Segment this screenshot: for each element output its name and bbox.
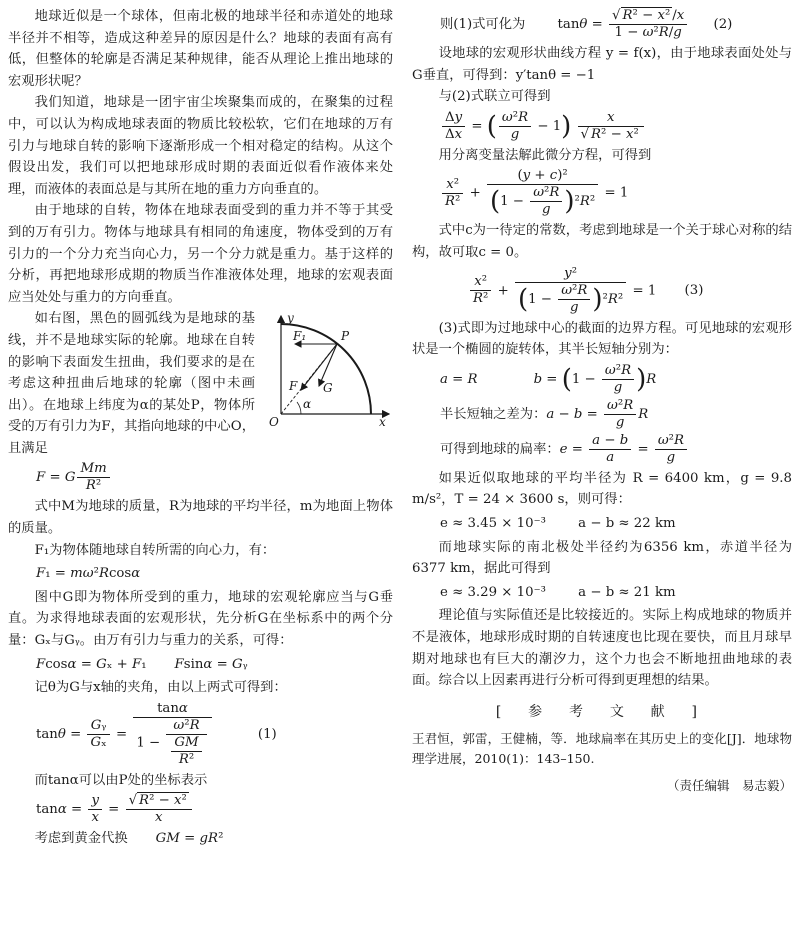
equation-tan-alpha: tanα = $\frac{y}{x}$ = $\frac{\text{√ R² − x²}}{x}$ [36, 793, 393, 826]
paragraph-rotation: 由于地球的自转，物体在地球表面受到的重力并不等于其受到的万有引力。物体与地球具有相同的角速度，物体受到的万有引力的一个分力充当向心力，另一个分力就是重力。基于这样的分析，再把地球形成期的物质当作准液体处理，地球的宏观表面应当处处与重力的方向垂直。 [8, 203, 393, 305]
equation-centripetal: F₁ = mω²Rcosα [36, 566, 141, 582]
equation-2: 则(1)式可化为 tanθ = $\frac{\text{√ R² − x² /x}}{\text{1 − ω²R/g}}$ (2) [440, 8, 733, 40]
fig-label-g: G [323, 381, 333, 396]
references-heading: [ 参 考 文 献 ] [495, 703, 709, 720]
paragraph-combine: 与(2)式联立可得到 [438, 89, 551, 105]
paragraph-centripetal: F₁为物体随地球自转所需的向心力，有： [34, 542, 276, 558]
fig-label-x: x [379, 415, 386, 429]
equation-gravitation: F = G $\frac{Mm}{\text{R²}}$ [36, 461, 393, 494]
equation-general-solution: $\frac{\text{x²}}{\text{R²}}$ + (y + c)² (1 − $\frac{\text{ω²R}}{g}$ )²R² = 1 [440, 168, 792, 218]
paragraph-assumption: 我们知道，地球是一团宇宙尘埃聚集而成的，在聚集的过程中，可以认为构成地球表面的物质比较松软，它们在地球的万有引力与地球自转的影响下逐渐形成一个相对稳定的结构。从这个假设出发，我们可以把地球形成时期的表面近似看作液体来处理，而液体的表面总是与其所在地的重力方向垂直的。 [8, 95, 393, 197]
result-actual-e: e ≈ 3.29 × 10⁻³ [440, 584, 546, 600]
fig-label-f1: F₁ [293, 329, 307, 344]
fig-label-o: O [269, 415, 279, 429]
paragraph-separation: 用分离变量法解此微分方程，可得到 [438, 147, 652, 163]
force-diagram [261, 310, 393, 428]
equation-1-number: (1) [257, 726, 277, 742]
golden-sub-text: 考虑到黄金代换 [34, 831, 128, 847]
result-theoretical [440, 513, 792, 535]
equation-2-number: (2) [713, 17, 733, 32]
paragraph-figure: 如右图，黑色的圆弧线为是地球的基线，并不是地球实际的轮廓。地球在自转的影响下表面发生扭曲，我们要求的是在考虑这种扭曲后地球的轮廓（图中未画出）。在地球上纬度为α的某处P，物体所受的万有引力为F，其指向地球的中心O，且满足 [8, 311, 255, 456]
paragraph-constant: 式中c为一待定的常数，考虑到地球是一个关于球心对称的结构，故可取c = 0。 [412, 223, 792, 260]
figure-paragraph [8, 308, 393, 459]
equation-differential: $\frac{\Delta y}{\Delta x}$ = ( $\frac{\text{ω²R}}{g}$ − 1) $\frac{x}{\text{√ R² − x²}}$ [440, 110, 792, 143]
paragraph-golden-sub: 考虑到黄金代换 GM = gR² [34, 831, 224, 847]
responsible-editor: （责任编辑 易志毅） [666, 778, 792, 794]
latitude-angle-arc [297, 402, 301, 414]
axis-difference-lead: 半长短轴之差为： [440, 406, 547, 422]
paragraph-symbols: 式中M为地球的质量，R为地球的平均半径，m为地面上物体的质量。 [8, 499, 393, 537]
fig-label-y: y [287, 311, 294, 326]
reference-entry: 王君恒，郭雷，王健楠，等．地球扁率在其历史上的变化[J]．地球物理学进展，2010(1)：143–150. [412, 731, 792, 767]
paragraph-conclusion: 理论值与实际值还是比较接近的。实际上构成地球的物质并不是液体，地球形成时期的自转速度也比现在要快，而且月球早期对地球也有巨大的潮汐力，这个力也会不断地扭曲地球的表面。综合以上因素再进行分析可得到更理想的结果。 [412, 608, 792, 689]
equation-2-lead: 则(1)式可化为 [440, 17, 526, 32]
paragraph-ellipse: (3)式即为过地球中心的截面的边界方程。可见地球的宏观形状是一个椭圆的旋转体，其半长短轴分别为： [412, 320, 792, 358]
equation-3-number: (3) [684, 283, 704, 299]
fig-label-alpha: α [303, 397, 312, 412]
equation-components: Fcosα = Gₓ + F₁ Fsinα = Gᵧ [36, 656, 248, 672]
equation-1: tanθ = $\frac{\text{Gᵧ}}{\text{Gₓ}}$ = tanα 1 − $\frac{\text{ω²R}}{\frac{GM}{\text{R²}}}$ (1) [36, 700, 277, 767]
fig-label-p: P [341, 329, 350, 344]
result-actual [440, 582, 792, 604]
gravity-arrow [319, 344, 337, 386]
equation-semi-axes: a = R b = (1 − $\frac{\text{ω²R}}{g}$ )R [440, 362, 657, 395]
paragraph-numeric: 如果近似取地球的平均半径为 R = 6400 km，g = 9.8 m/s²，T = 24 × 3600 s，则可得： [412, 470, 792, 508]
equation-3: $\frac{\text{x²}}{\text{R²}}$ + y² (1 − $\frac{\text{ω²R}}{g}$ )²R² = 1 (3) [468, 266, 792, 316]
paragraph-theta: 记θ为G与x轴的夹角，由以上两式可得到： [34, 680, 287, 696]
fig-label-f: F [289, 379, 298, 394]
result-theoretical-diff: a − b ≈ 22 km [578, 515, 676, 531]
result-theoretical-e: e ≈ 3.45 × 10⁻³ [440, 515, 546, 531]
equation-flattening: 可得到地球的扁率：e = $\frac{a - b}{a}$ = $\frac{\text{ω²R}}{g}$ [440, 433, 792, 466]
paragraph-curve: 设地球的宏观形状曲线方程 y = f(x)，由于地球表面处处与G垂直，可得到：y′tanθ = −1 [412, 46, 792, 83]
paragraph-tan-alpha: 而tanα可以由P处的坐标表示 [34, 772, 208, 788]
paragraph-components: 图中G即为物体所受到的重力，地球的宏观轮廓应当与G垂直。为求得地球表面的宏观形状，先分析G在坐标系中的两个分量：Gₓ与Gᵧ。由万有引力与重力的关系，可得： [8, 589, 393, 649]
result-actual-diff: a − b ≈ 21 km [578, 584, 676, 600]
paragraph-intro: 地球近似是一个球体，但南北极的地球半径和赤道处的地球半径并不相等，造成这种差异的原因是什么？地球的表面有高有低，但整体的轮廓是否满足某种规律，能否从理论上推出地球的宏观形状呢？ [8, 9, 393, 89]
flattening-lead: 可得到地球的扁率： [440, 441, 560, 457]
right-column [412, 6, 792, 797]
equation-axis-difference: 半长短轴之差为：a − b = $\frac{\text{ω²R}}{g}$ R [440, 397, 649, 430]
paragraph-actual: 而地球实际的南北极处半径约为6356 km，赤道半径为6377 km，据此可得到 [412, 539, 792, 577]
left-column [8, 6, 393, 850]
